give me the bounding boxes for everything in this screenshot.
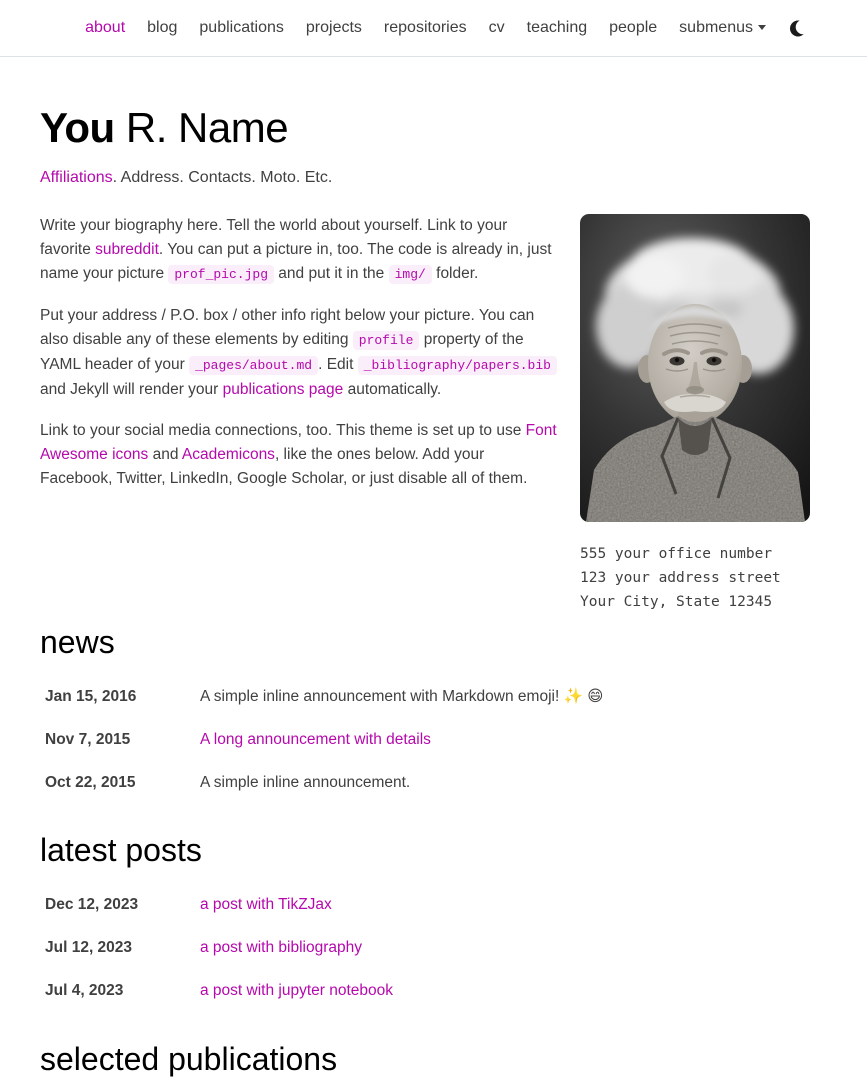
code-chip-profile: profile [353,331,420,350]
navbar [0,0,867,57]
dark-mode-toggle[interactable] [777,13,812,44]
selected-publications-section [40,1041,810,1078]
nav-link-blog[interactable]: blog [147,19,178,36]
post-date: Dec 12, 2023 [45,895,139,913]
code-chip-papers-bib: _bibliography/papers.bib [358,356,557,375]
post-item [40,926,810,969]
publications-page-link[interactable]: publications page [222,381,344,398]
main-content [40,104,810,1078]
posts-list [40,883,810,1012]
bio-paragraph-1: Write your biography here. Tell the world about yourself. Link to your favorite subreddit. You can put a picture in, too. The code is already in, just name your picture prof_pic.jpg and put it in the img/ folder. [40,217,552,282]
address-line: 123 your address street [580,570,781,586]
news-link[interactable]: A long announcement with details [200,730,431,748]
news-date: Jan 15, 2016 [45,687,137,705]
nav-link-teaching[interactable]: teaching [526,19,588,36]
news-text: A simple inline announcement with Markdown emoji! ✨ 😄 [200,687,604,705]
subreddit-link[interactable]: subreddit [95,241,159,258]
news-date: Nov 7, 2015 [45,730,131,748]
news-date: Oct 22, 2015 [45,773,136,791]
post-item [40,969,810,1012]
selected-publications-heading: selected publications [40,1041,338,1077]
post-link[interactable]: a post with bibliography [200,938,362,956]
nav-link-submenus-label: submenus [679,19,753,36]
news-item [40,675,810,718]
tagline-rest: . Address. Contacts. Moto. Etc. [112,169,333,186]
academicons-link[interactable]: Academicons [181,446,275,463]
biography [40,214,560,614]
tagline [40,167,810,189]
code-chip-prof-pic: prof_pic.jpg [168,265,274,284]
chevron-down-icon [758,25,766,30]
news-item [40,761,810,804]
nav-link-repositories[interactable]: repositories [383,19,467,36]
post-date: Jul 12, 2023 [45,938,133,956]
address-line: 555 your office number [580,546,773,562]
nav-link-publications[interactable]: publications [199,19,284,36]
news-list [40,675,810,804]
affiliations-link[interactable]: Affiliations [40,169,113,186]
bio-paragraph-3: Link to your social media connections, too. This theme is set up to use Font Awesome icons and Academicons, like the ones below. Add your Facebook, Twitter, LinkedIn, Google Scholar, or just disable all of them. [40,422,557,487]
bio-and-profile-row [40,214,810,614]
news-heading: news [40,624,115,660]
navbar-links [40,13,812,44]
font-awesome-link[interactable]: Font Awesome icons [40,422,557,463]
nav-link-cv[interactable]: cv [488,19,505,36]
address-line: Your City, State 12345 [580,594,773,610]
nav-link-about[interactable]: about [85,19,126,36]
post-date: Jul 4, 2023 [45,981,124,999]
nav-link-submenus[interactable] [668,13,777,43]
page-title-first-name: You [40,104,115,151]
page-title [40,104,810,152]
profile-picture [580,214,810,522]
profile-column [580,214,810,614]
code-chip-about-md: _pages/about.md [189,356,318,375]
page-title-last-name: R. Name [114,104,289,151]
moon-icon [789,19,808,38]
news-item [40,718,810,761]
nav-link-people[interactable]: people [609,19,658,36]
latest-posts-heading: latest posts [40,832,202,868]
post-item [40,883,810,926]
news-text: A simple inline announcement. [200,773,411,791]
post-link[interactable]: a post with TikZJax [200,895,332,913]
code-chip-img-folder: img/ [389,265,432,284]
news-section [40,624,810,804]
post-link[interactable]: a post with jupyter notebook [200,981,394,999]
bio-paragraph-2: Put your address / P.O. box / other info right below your picture. You can also disable any of these elements by editing profile property of the YAML header of your _pages/about.md . Edit _bibliography/papers.bib and Jekyll will render your publications page automatically. [40,304,560,402]
address-block [580,542,810,614]
nav-link-projects[interactable]: projects [305,19,362,36]
latest-posts-section [40,832,810,1012]
